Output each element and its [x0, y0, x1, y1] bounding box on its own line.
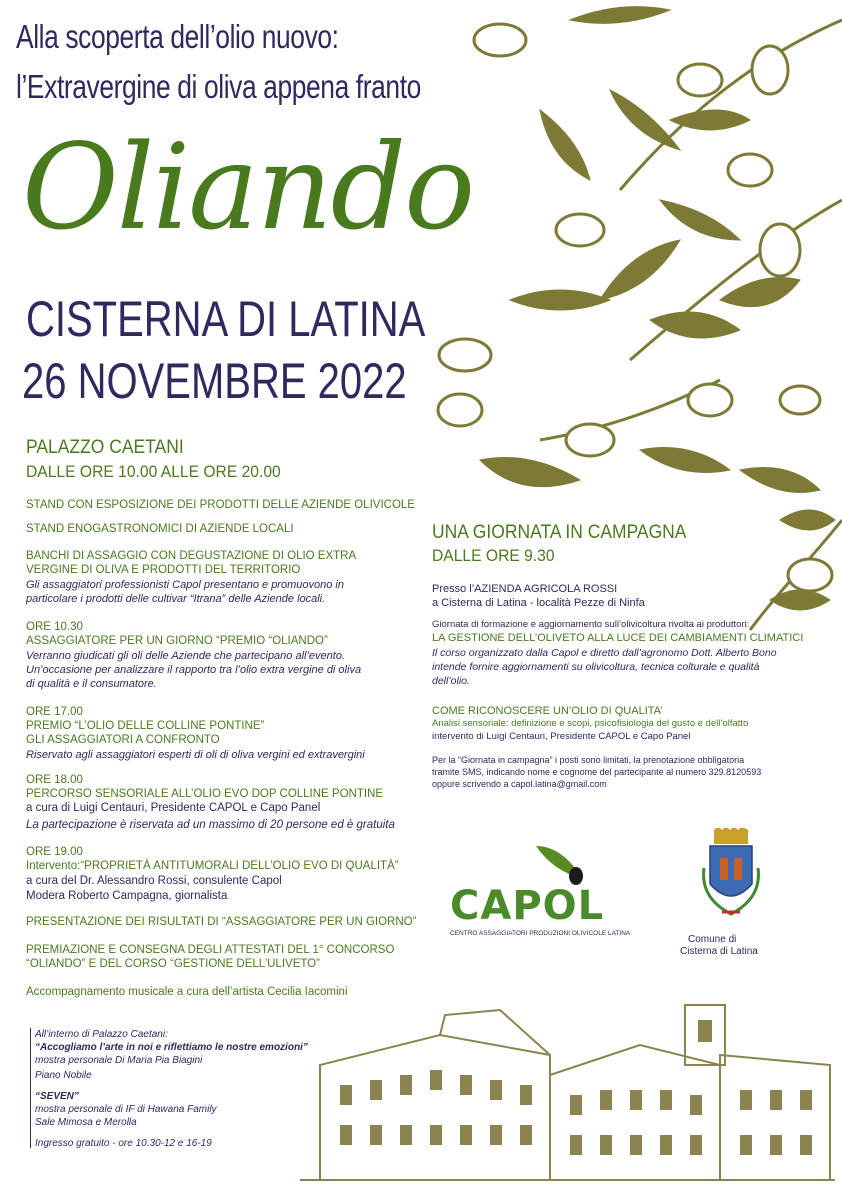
capol-subtitle: CENTRO ASSAGGIATORI PRODUZIONI OLIVICOLE LATINA	[450, 930, 631, 937]
presentazione: PRESENTAZIONE DEI RISULTATI DI “ASSAGGIATORE PER UN GIORNO”	[26, 916, 417, 928]
event-2-title-1: PREMIO “L’OLIO DELLE COLLINE PONTINE”	[26, 720, 265, 732]
banchi-title-1: BANCHI DI ASSAGGIO CON DEGUSTAZIONE DI OLIO EXTRA	[26, 550, 357, 562]
note-3: oppure scrivendo a capol.latina@gmail.com	[432, 779, 607, 789]
date-title: 26 NOVEMBRE 2022	[22, 353, 407, 409]
corso-text-3: dell’olio.	[432, 675, 470, 687]
footer-line-7: Sale Mimosa e Merolla	[35, 1117, 137, 1128]
capol-wordmark: CAPOL	[450, 883, 605, 929]
analisi-text-2: intervento di Luigi Centauri, Presidente CAPOL e Capo Panel	[432, 731, 691, 742]
event-1-title: ASSAGGIATORE PER UN GIORNO “PREMIO “OLIANDO”	[26, 635, 328, 647]
analisi-text-1: Analisi sensoriale: definizione e scopi, psicofisiologia del gusto e dell’olfatto	[432, 718, 749, 729]
stand-2: STAND ENOGASTRONOMICI DI AZIENDE LOCALI	[26, 523, 294, 535]
subtitle-line-1: Alla scoperta dell’olio nuovo:	[16, 18, 339, 55]
event-1-time: ORE 10.30	[26, 621, 83, 633]
footer-line-2: “Accogliamo l’arte in noi e riflettiamo le nostre emozioni”	[35, 1042, 308, 1053]
comune-label-2: Cisterna di Latina	[680, 946, 758, 957]
event-3-title: PERCORSO SENSORIALE ALL’OLIO EVO DOP COLLINE PONTINE	[26, 788, 384, 800]
comune-label-1: Comune di	[688, 934, 737, 945]
event-3-text-1: a cura di Luigi Centauri, Presidente CAPOL e Capo Panel	[26, 802, 321, 814]
event-3-text-2: La partecipazione è riservata ad un massimo di 20 persone ed è gratuita	[26, 819, 395, 831]
event-1-text-2: Un’occasione per analizzare il rapporto tra l’olio extra vergine di oliva	[26, 664, 362, 676]
banchi-text-2: particolare i prodotti delle cultivar “Itrana” delle Aziende locali.	[26, 593, 326, 605]
subtitle-line-2: l’Extravergine di oliva appena franto	[16, 68, 421, 105]
event-1-text-3: di qualità e il consumatore.	[26, 678, 157, 690]
footer-line-6: mostra personale di IF di Hawana Family	[35, 1104, 217, 1115]
event-3-time: ORE 18.00	[26, 774, 83, 786]
crest-icon	[698, 828, 764, 920]
gestione-title: LA GESTIONE DELL’OLIVETO ALLA LUCE DEI CAMBIAMENTI CLIMATICI	[432, 632, 804, 644]
event-2-time: ORE 17.00	[26, 706, 83, 718]
come-title: COME RICONOSCERE UN’OLIO DI QUALITA’	[432, 705, 663, 717]
brand-title: Oliando	[22, 118, 474, 256]
footer-info-box	[30, 1028, 335, 1148]
comune-logo	[680, 828, 790, 958]
stand-1: STAND CON ESPOSIZIONE DEI PRODOTTI DELLE AZIENDE OLIVICOLE	[26, 499, 415, 511]
note-1: Per la “Giornata in campagna” i posti sono limitati, la prenotazione obbligatoria	[432, 755, 745, 765]
campagna-hours: DALLE ORE 9.30	[432, 546, 555, 565]
event-4-text-2: Modera Roberto Campagna, giornalista	[26, 890, 228, 902]
note-2: tramite SMS, indicando nome e cognome del partecipante al numero 329.8120593	[432, 767, 762, 777]
city-title: CISTERNA DI LATINA	[26, 291, 426, 347]
banchi-text-1: Gli assaggiatori professionisti Capol presentano e promuovono in	[26, 579, 344, 591]
event-4-text-1: a cura del Dr. Alessandro Rossi, consulente Capol	[26, 875, 282, 887]
premiazione-1: PREMIAZIONE E CONSEGNA DEGLI ATTESTATI DEL 1° CONCORSO	[26, 944, 395, 956]
palazzo-title: PALAZZO CAETANI	[26, 437, 184, 458]
banchi-title-2: VERGINE DI OLIVA E PRODOTTI DEL TERRITORIO	[26, 564, 301, 576]
palazzo-hours: DALLE ORE 10.00 ALLE ORE 20.00	[26, 462, 281, 481]
palazzo-illustration	[300, 995, 835, 1185]
event-2-title-2: GLI ASSAGGIATORI A CONFRONTO	[26, 734, 220, 746]
event-1-text-1: Verranno giudicati gli oli delle Aziende che partecipano all’evento.	[26, 650, 345, 662]
event-2-text: Riservato agli assaggiatori esperti di oli di oliva vergini ed extravergini	[26, 749, 365, 761]
music-note: Accompagnamento musicale a cura dell’artista Cecilia Iacomini	[26, 986, 348, 998]
event-4-title: Intervento:“PROPRIETÀ ANTITUMORALI DELL’OLIO EVO DI QUALITÀ”	[26, 860, 399, 872]
footer-line-4: Piano Nobile	[35, 1070, 92, 1081]
corso-text-1: Il corso organizzato dalla Capol e diretto dall’agronomo Dott. Alberto Bono	[432, 647, 777, 659]
giornata-intro: Giornata di formazione e aggiornamento sull’olivicoltura rivolta ai produttori:	[432, 619, 750, 630]
campagna-title: UNA GIORNATA IN CAMPAGNA	[432, 522, 687, 543]
capol-logo	[450, 842, 630, 942]
footer-line-8: Ingresso gratuito - ore 10.30-12 e 16-19	[35, 1138, 212, 1149]
footer-line-3: mostra personale Di Maria Pia Biagini	[35, 1055, 203, 1066]
olive-leaf-icon	[532, 842, 592, 888]
campagna-place-2: a Cisterna di Latina - località Pezze di Ninfa	[432, 597, 645, 609]
olive-branch-illustration	[420, 0, 842, 640]
footer-line-1: All’interno di Palazzo Caetani:	[35, 1029, 168, 1040]
footer-line-5: “SEVEN”	[35, 1091, 79, 1102]
corso-text-2: intende fornire aggiornamenti su olivicoltura, tecnica colturale e qualità	[432, 661, 760, 673]
campagna-place-1: Presso l’AZIENDA AGRICOLA ROSSI	[432, 583, 618, 595]
premiazione-2: “OLIANDO” E DEL CORSO “GESTIONE DELL’ULIVETO”	[26, 958, 320, 970]
event-4-time: ORE 19.00	[26, 846, 83, 858]
